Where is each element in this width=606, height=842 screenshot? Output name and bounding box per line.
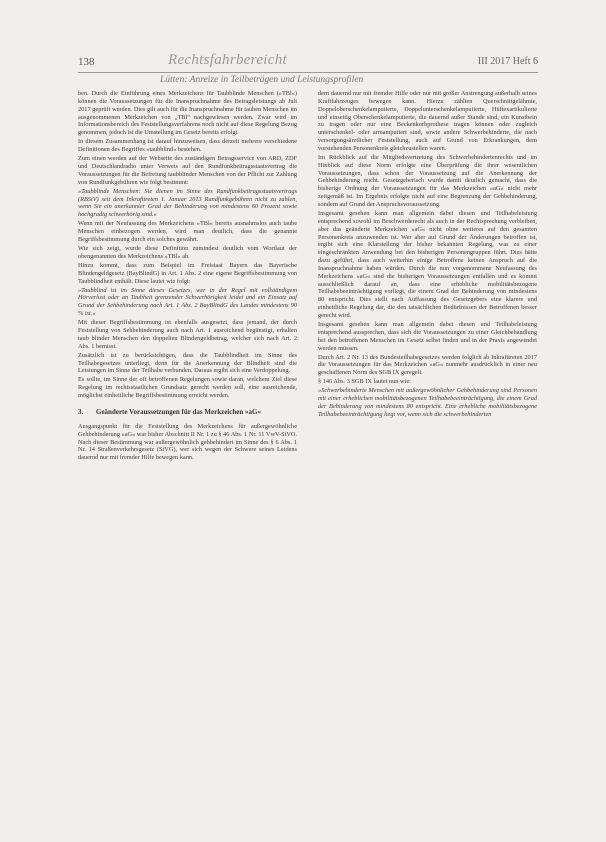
body-paragraph: Mit dieser Begriffsbestimmung ist ebenfalls ausgesetzt, dass jemand, der durch Feststellung von Sehbehinderung auch nach Art. 1 ausreichend begünstigt, erhalten taub blinder Menschen den doppelten Blindengeldbetrag, welcher sich nach Art. 2 Abs. 1 bemisst. <box>78 319 297 350</box>
body-paragraph: Ausgangspunkt für die Feststellung des Merkzeichens für außergewöhnliche Gehbehinderung »aG« war bisher Abschnitt II Nr. 1 zu § 46 Abs. 1 Nr. 11 VwV-StVO. Nach dieser Bestimmung war außergewöhnlich gehbehindert im Sinne des § 6 Abs. 1 Nr. 14 Straßenverkehrsgesetz (StVG), wer sich wegen der Schwere seines Leidens dauernd nur mit fremder Hilfe bewegen kann. <box>78 422 297 462</box>
quotation-paragraph: »Taubblind ist im Sinne dieses Gesetzes, wer in der Regel mit vollständigem Hörverlust oder an Taubheit grenzender Schwerhörigkeit leidet und ein Einsatz auf Grund der Sehbehinderung nach Art. 1 Abs. 2 BayBlindG des Landes mindestens 90 % ist.« <box>78 286 297 318</box>
body-paragraph: Insgesamt gesehen kann man allgemein dabei diesen und Teilhabeleistung entsprechend sowohl im Beschwerderecht als auch in der Rechtsprechung verbleiben, aber das geänderte Merkzeichen »aG« nicht ohne weiteres auf den gesamten Personenkreis anzuwenden ist. Wer aber auf Grund der Änderungen betroffen ist, ergibt sich eine Klarstellung der bisher bekannten Regelung, was zu einer eingeschränkten Anwendung bei den bisherigen Personengruppen führt. Dies hätte dazu geführt, dass auch weiterhin einige Betroffene keinen Anspruch auf die Inanspruchnahme haben würden. Durch die nun vorgenommene Neufassung des Merkzeichens »aG« sind die bisherigen Voraussetzungen entfallen und es kommt ausschließlich darauf an, dass eine erhebliche mobilitätsbezogene Teilhabebeeinträchtigung vorliegt, die einem Grad der Behinderung von mindestens 80 entspricht. Dies stellt nach Auffassung des Gesetzgebers eine klarere und einheitliche Regelung dar, die den tatsächlichen Bedürfnissen der Betroffenen besser gerecht wird. <box>318 210 537 319</box>
body-paragraph: dern dauernd nur mit fremder Hilfe oder nur mit großer Anstrengung außerhalb seines Kraftfahrzeuges bewegen kann. Hierzu zählten Querschnittgelähmte, Doppeloberschenkelamputierte, Doppelunterschenkelamputierte, Hüftexartikulierte und einseitig Oberschenkelamputierte, die dauernd außer Stande sind, ein Kunstbein zu tragen oder nur eine Beckenkorbprothese tragen können oder zugleich unterschenkel- oder armamputiert sind, sowie andere Schwerbehinderte, die nach versorgungsärztlicher Feststellung, auch auf Grund von Erkrankungen, dem vorstehenden Personenkreis gleichzustellen waren. <box>318 90 537 152</box>
body-paragraph: Es sollte, im Sinne der oft betroffenen Regelungen sowie daran, welchem Ziel diese Regelung im rechtsstaatlichen Grundsatz gerecht werden soll, eine ausreichende, möglichst einheitliche Begriffsbestimmung erreicht werden. <box>78 376 297 400</box>
body-paragraph: Durch Art. 2 Nr. 13 des Bundesteilhabegesetzes werden folglich ab Inkrafttreten 2017 die Voraussetzungen für das Merkzeichen »aG« nunmehr ausdrücklich in einer neu geschaffenen Norm des SGB IX geregelt. <box>318 353 537 377</box>
issue-label: III 2017 Heft 6 <box>477 56 538 67</box>
body-paragraph: In diesem Zusammenhang ist darauf hinzuweisen, dass derzeit mehrere verschiedene Definitionen des Begriffes »taubblind« bestehen. <box>78 138 297 154</box>
article-running-title: Lütten: Anreize in Teilbeträgen und Leistungsprofilen <box>160 75 364 85</box>
quotation-paragraph: »Taubblinde Menschen: Sie dienen im Sinne des Rundfunkbeitragsstaatsvertrags (RBStV) seit dem Inkrafttreten 1. Januar 2013 Rundfunkgebühren nicht zu zahlen, wenn Sie ein anerkannter Grad der Behinderung von mindestens 60 Prozent sowie hochgradig schwerhörig sind.« <box>78 187 297 219</box>
left-text-column <box>78 90 297 463</box>
section-heading <box>78 408 297 417</box>
body-paragraph: Zusätzlich ist zu berücksichtigen, dass die Taubblindheit im Sinne des Teilhabegesetzes unterliegt, denn für die Anerkennung der Blindheit sind die Leistungen im Sinne der Teilhabe verbunden. Daraus ergibt sich eine Verdoppelung. <box>78 351 297 375</box>
body-paragraph: Zum einen werden auf der Webseite des zuständigen Betragsservice von ARD, ZDF und Deutschlandradio unter Verweis auf den Rundfunkbeitragsstaatsvertrag die Voraussetzungen für die Befreiung taubblinder Menschen von der Pflicht zur Zahlung von Rundfunkgebühren wie folgt bestimmt: <box>78 155 297 186</box>
body-paragraph: Insgesamt gesehen kann man allgemein dabei diesen und Teilhabeleistung entsprechend aussprechen, dass sich die Voraussetzungen zu einer Gleichbehandlung bei den betroffenen Menschen im Gesetz selbst finden und in der Praxis angewendet werden müssen. <box>318 321 537 352</box>
body-paragraph: ben. Durch die Einführung eines Merkzeichens für Taubblinde Menschen (»TBl«) können die Voraussetzungen für die Inanspruchnahme des Betragsleistungs ab Juli 2017 geprüft werden. Dies gilt auch für die Inanspruchnahme für tauben Menschen im ausgenommenen Merkzeichen von „TBl“ nachgewiesen werden. Zwar wird im Informationsbereich des Feststellungsverfahrens noch nicht auf diese Regelung Bezug genommen, jedoch ist die Umstellung im Gesetz bereits erfolgt. <box>78 90 297 137</box>
body-paragraph: Wenn mit der Neufassung des Merkzeichens »TBl« bereits ausnahmslos auch taube Menschen einbezogen werden, wird man deutlich, dass die genannte Begriffsbestimmung durch ein solches gewährt. <box>78 220 297 243</box>
body-paragraph: § 146 Abs. 3 SGB IX lautet nun wie: <box>318 378 411 386</box>
body-paragraph: Wie sich zeigt, wurde diese Definition zumindest deutlich vom Wortlaut der obengenannten des Merkzeichens »TBl« ab. <box>78 244 297 260</box>
body-paragraph: Im Rückblick auf die Mitgliedsvertretung des Schwerbehindertenrechts und im Hinblick auf diese Norm erfolgte eine Überprüfung die ihrer wesentlichen Voraussetzungen, dass schon der Voraussetzung auf die Anerkennung der Gehbehinderung reicht. Gesetzgeberisch wurde damit deutlich gemacht, dass die bisherige Ordnung der Voraussetzungen für das Merkzeichen »aG« nicht mehr zeitgemäß ist. Im Ergebnis erfolgte nicht auf eine Begrenzung der Gehbehinderung, sondern auf Grund der Anspruchsvoraussetzung. <box>318 153 537 208</box>
right-text-column <box>318 90 537 420</box>
journal-title: Rechtsfahrbereicht <box>168 52 287 68</box>
quotation-paragraph: »Schwerbehinderte Menschen mit außergewöhnlicher Gehbehinderung sind Personen mit einer erheblichen mobilitätsbezogenen Teilhabebeeinträchtigung, die einem Grad der Behinderung von mindestens 80 entspricht. Eine erhebliche mobilitätsbezogene Teilhabebeeinträchtigung liegt vor, wenn sich die schwerbehinderten <box>318 387 537 418</box>
page-number: 138 <box>78 56 95 68</box>
body-paragraph: Hinzu kommt, dass zum Beispiel im Freistaat Bayern das Bayerische Blindengeldgesetz (BayBlindG) in Art. 1 Abs. 2 eine eigene Begriffsbestimmung von Taubblindheit enthält. Diese lautet wie folgt: <box>78 261 297 285</box>
section-number: 3. <box>78 407 84 416</box>
section-title: Geänderte Voraussetzungen für das Merkzeichen »aG« <box>96 407 261 416</box>
page-header <box>78 52 538 73</box>
